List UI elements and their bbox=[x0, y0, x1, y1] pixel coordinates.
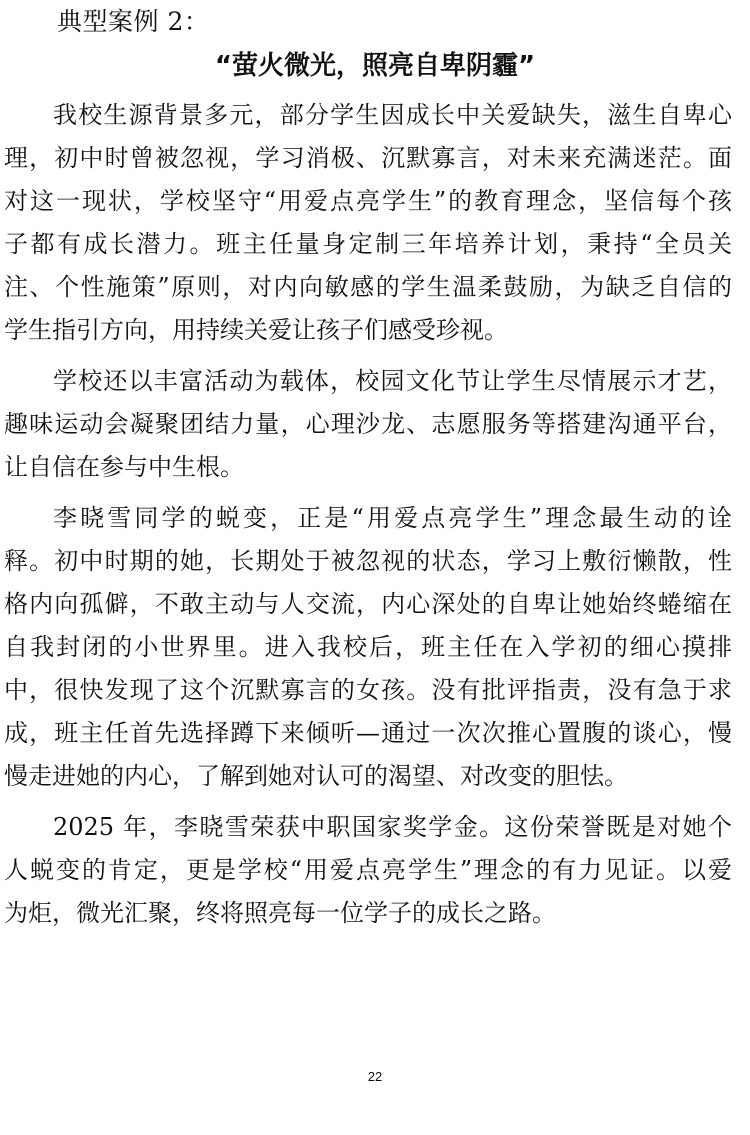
text-line: 慢走进她的内心，了解到她对认可的渴望、对改变的胆怯。 bbox=[4, 762, 628, 790]
text-line: 学校还以丰富活动为载体，校园文化节让学生尽情展示才艺， bbox=[53, 367, 732, 395]
text-line: 子都有成长潜力。班主任量身定制三年培养计划，秉持“全员关 bbox=[4, 230, 732, 258]
text-line: 中，很快发现了这个沉默寡言的女孩。没有批评指责，没有急于求 bbox=[4, 676, 732, 704]
text-line: 学生指引方向，用持续关爱让孩子们感受珍视。 bbox=[4, 316, 508, 344]
body-text bbox=[4, 94, 732, 935]
text-line: 理，初中时曾被忽视，学习消极、沉默寡言，对未来充满迷茫。面 bbox=[4, 144, 732, 172]
text-line: 注、个性施策”原则，对内向敏感的学生温柔鼓励，为缺乏自信的 bbox=[4, 273, 732, 301]
text-line: 让自信在参与中生根。 bbox=[4, 453, 244, 481]
paragraph-2 bbox=[4, 360, 732, 489]
text-line: 释。初中时期的她，长期处于被忽视的状态，学习上敷衍懒散，性 bbox=[4, 547, 732, 575]
text-line: 2025 年，李晓雪荣获中职国家奖学金。这份荣誉既是对她个 bbox=[53, 813, 732, 841]
text-line: 人蜕变的肯定，更是学校“用爱点亮学生”理念的有力见证。以爱 bbox=[4, 856, 732, 884]
text-line: 趣味运动会凝聚团结力量，心理沙龙、志愿服务等搭建沟通平台， bbox=[4, 410, 732, 438]
text-line: 为炬，微光汇聚，终将照亮每一位学子的成长之路。 bbox=[4, 899, 556, 927]
text-line: 我校生源背景多元，部分学生因成长中关爱缺失，滋生自卑心 bbox=[53, 101, 732, 129]
page-number: 22 bbox=[367, 1069, 383, 1084]
paragraph-3 bbox=[4, 497, 732, 798]
text-line: 李晓雪同学的蜕变，正是“用爱点亮学生”理念最生动的诠 bbox=[53, 504, 732, 532]
text-line: 对这一现状，学校坚守“用爱点亮学生”的教育理念，坚信每个孩 bbox=[4, 187, 732, 215]
case-label: 典型案例 2： bbox=[57, 7, 210, 36]
text-line: 格内向孤僻，不敢主动与人交流，内心深处的自卑让她始终蜷缩在 bbox=[4, 590, 732, 618]
paragraph-1 bbox=[4, 94, 732, 352]
text-line: 成，班主任首先选择蹲下来倾听—通过一次次推心置腹的谈心，慢 bbox=[4, 719, 732, 747]
case-title: “萤火微光，照亮自卑阴霾” bbox=[214, 51, 536, 81]
text-line: 自我封闭的小世界里。进入我校后，班主任在入学初的细心摸排 bbox=[4, 633, 732, 661]
paragraph-4 bbox=[4, 806, 732, 935]
